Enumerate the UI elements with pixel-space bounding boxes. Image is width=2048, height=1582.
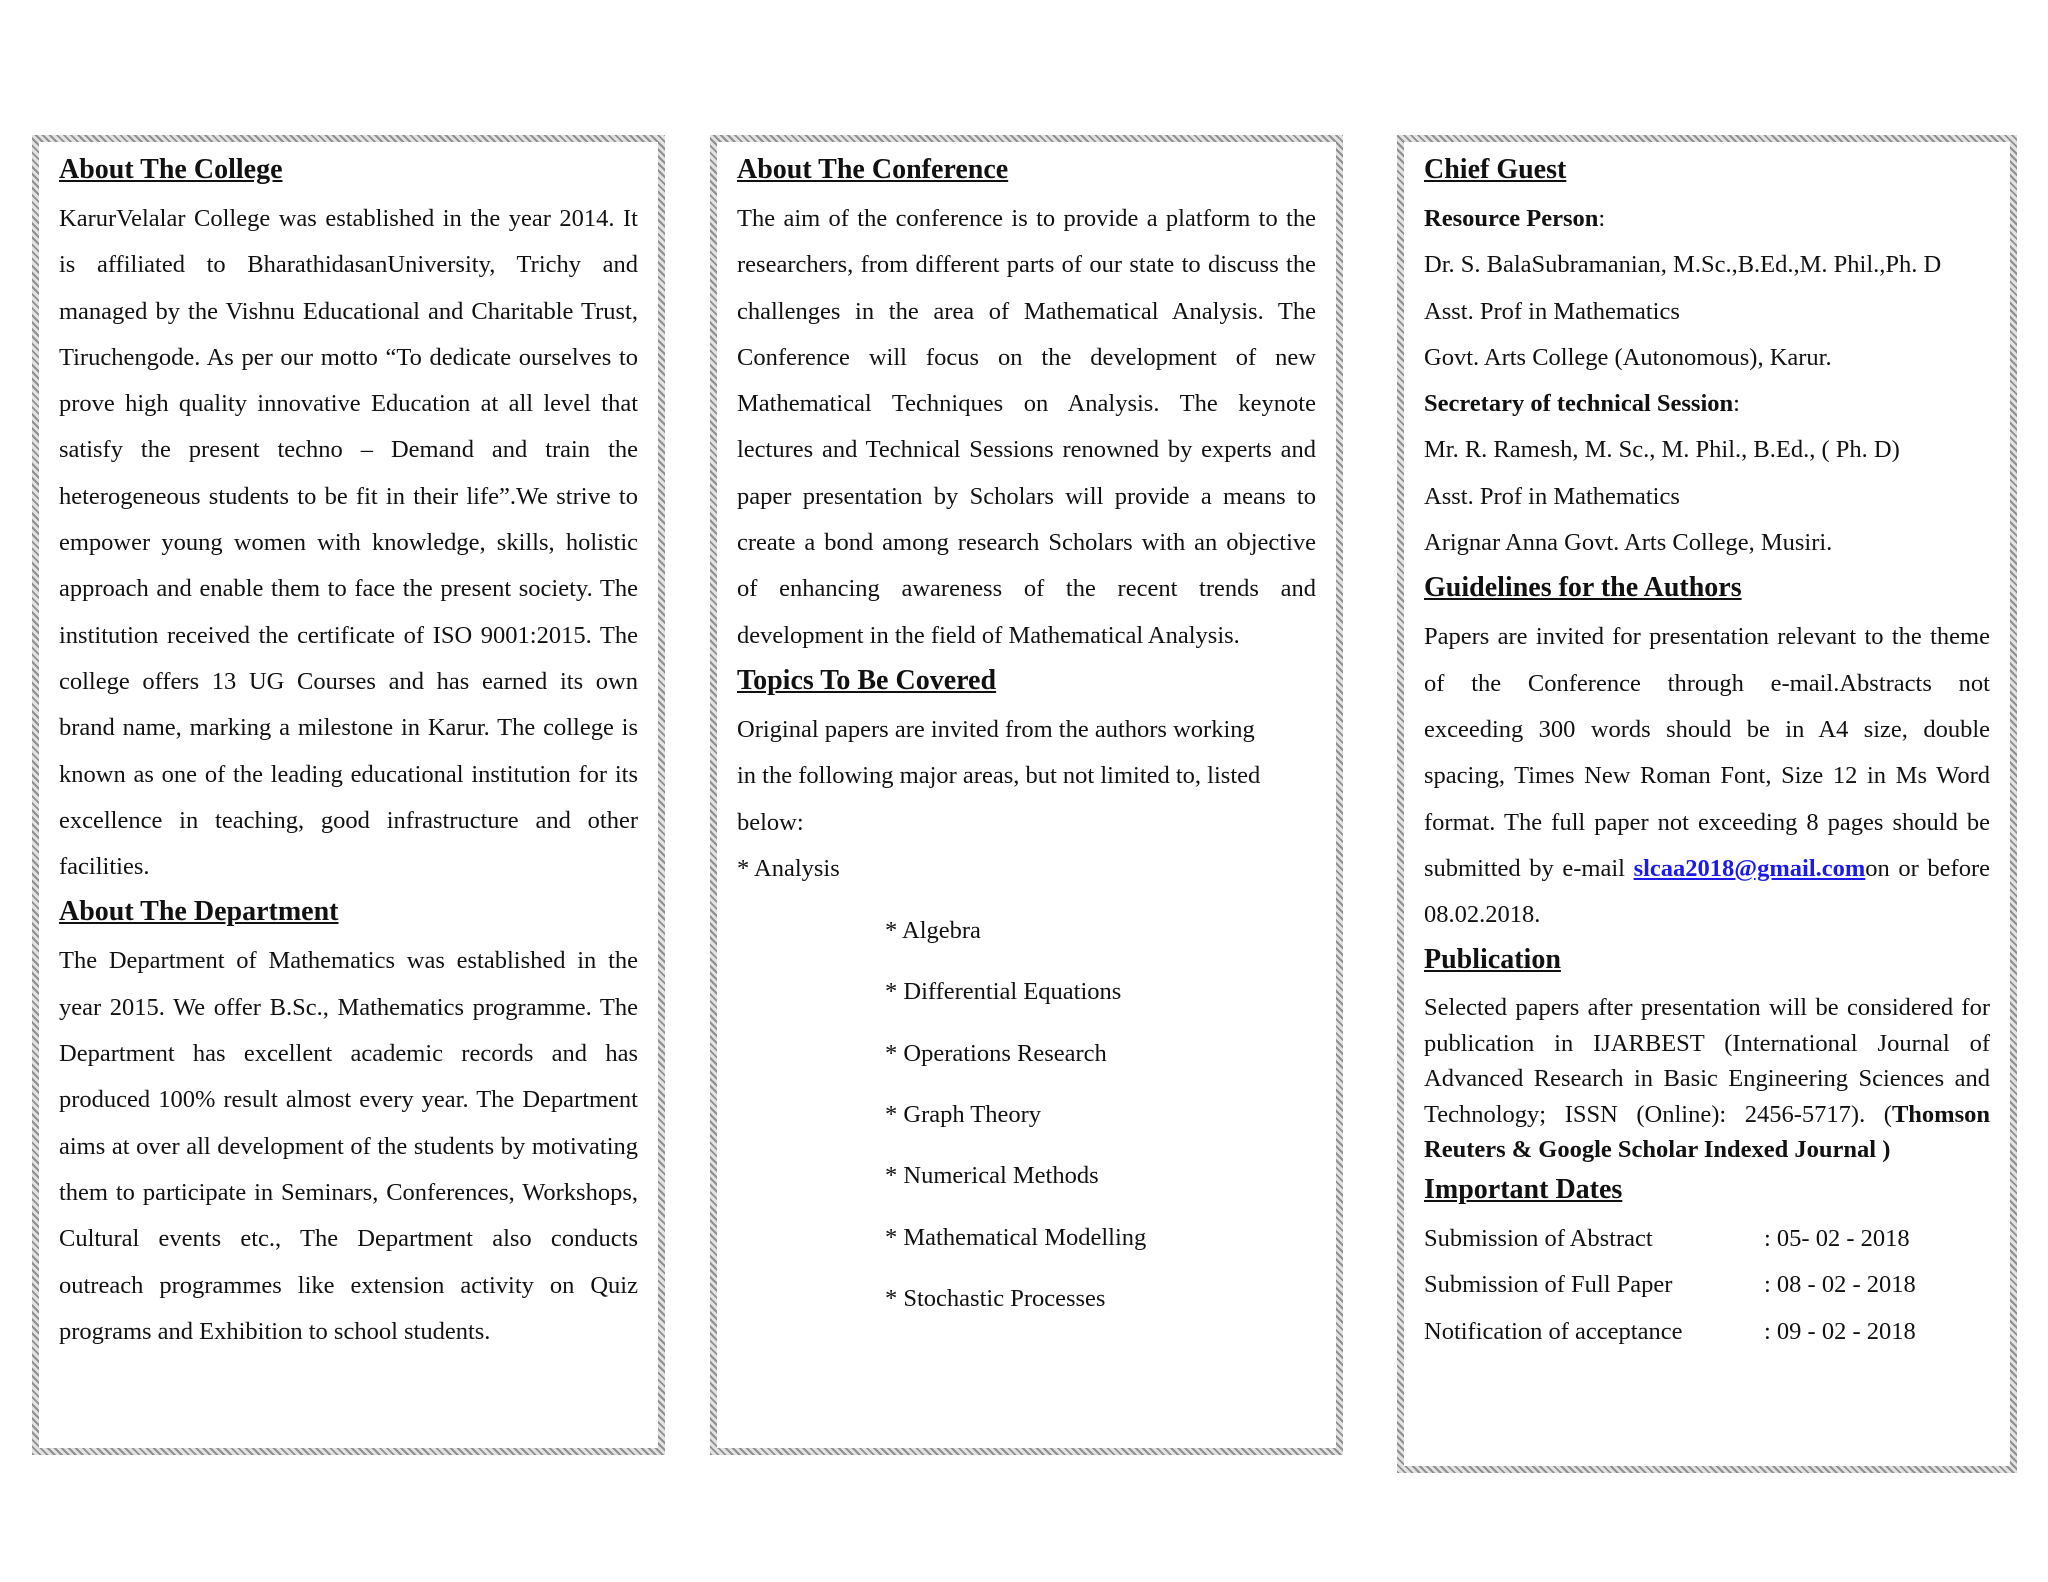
publication-indexed: Thomson Reuters & Google Scholar Indexed Journal ) [1424, 1100, 1990, 1164]
topics-intro-line-1: Original papers are invited from the authors working [737, 715, 1255, 743]
dates-list [1424, 1216, 1990, 1355]
secretary-line [1424, 381, 1990, 427]
date-value: : 09 - 02 - 2018 [1764, 1317, 1916, 1345]
chief-guest-heading: Chief Guest [1424, 154, 1567, 185]
important-dates-heading: Important Dates [1424, 1173, 1623, 1205]
secretary-name: Mr. R. Ramesh, M. Sc., M. Phil., B.Ed., ( Ph. D) [1424, 436, 1900, 464]
date-value: : 05- 02 - 2018 [1764, 1224, 1910, 1252]
topic-item: * Algebra [885, 917, 981, 945]
topics-heading: Topics To Be Covered [737, 664, 997, 696]
publication-paren: ( [1883, 1100, 1892, 1128]
guidelines-body: Papers are invited for presentation relevant to the theme of the Conference through e-mail.Abstracts not exceeding 300 words should be in A4 size, double spacing, Times New Roman Font, Size 12 in Ms Word format. The full paper not exceeding 8 pages should be submitted by e-mail [1424, 623, 1990, 882]
topic-item: * Stochastic Processes [885, 1284, 1106, 1312]
publication-text [1424, 990, 1990, 1168]
left-panel [32, 135, 665, 1455]
date-row [1424, 1262, 1990, 1308]
publication-body: Selected papers after presentation will be considered for publication in IJARBEST (International Journal of Advanced Research in Basic Engineering Sciences and Technology; ISSN (Online): 2456-5717). [1424, 994, 1990, 1128]
about-college-text: KarurVelalar College was established in the year 2014. It is affiliated to BharathidasanUniversity, Trichy and managed by the Vishnu Educational and Charitable Trust, Tiruchengode. As per our motto “To dedicate ourselves to prove high quality innovative Education at all level that satisfy the present techno – Demand and train the heterogeneous students to be fit in their life”.We strive to empower young women with knowledge, skills, holistic approach and enable them to face the present society. The institution received the certificate of ISO 9001:2015. The college offers 13 UG Courses and has earned its own brand name, marking a milestone in Karur. The college is known as one of the leading educational institution for its excellence in teaching, good infrastructure and other facilities. [59, 205, 638, 881]
about-college-heading: About The College [59, 154, 283, 185]
resource-person-role: Asst. Prof in Mathematics [1424, 297, 1680, 325]
date-label: Submission of Full Paper [1424, 1271, 1673, 1299]
date-row [1424, 1216, 1990, 1262]
secretary-college: Arignar Anna Govt. Arts College, Musiri. [1424, 529, 1833, 557]
date-label: Notification of acceptance [1424, 1317, 1683, 1345]
resource-person-name: Dr. S. BalaSubramanian, M.Sc.,B.Ed.,M. Phil.,Ph. D [1424, 251, 1942, 279]
topic-item: * Operations Research [885, 1039, 1107, 1067]
about-department-heading: About The Department [59, 896, 339, 928]
resource-person-label: Resource Person [1424, 205, 1599, 232]
secretary-label: Secretary of technical Session [1424, 390, 1734, 418]
email-link[interactable]: slcaa2018@gmail.com [1633, 854, 1866, 882]
publication-heading: Publication [1424, 944, 1561, 976]
secretary-colon: : [1733, 390, 1740, 418]
about-department-text: The Department of Mathematics was established in the year 2015. We offer B.Sc., Mathematics programme. The Department has excellent academic records and has produced 100% result almost every year. The Department aims at over all development of the students by motivating them to participate in Seminars, Conferences, Workshops, Cultural events etc., The Department also conducts outreach programmes like extension activity on Quiz programs and Exhibition to school students. [59, 947, 638, 1345]
date-value: : 08 - 02 - 2018 [1764, 1271, 1916, 1299]
topic-analysis: * Analysis [737, 854, 840, 882]
date-label: Submission of Abstract [1424, 1224, 1653, 1252]
topics-intro-line-3: below: [737, 808, 804, 836]
secretary-role: Asst. Prof in Mathematics [1424, 482, 1680, 510]
resource-person-colon: : [1598, 205, 1606, 232]
guidelines-heading: Guidelines for the Authors [1424, 572, 1742, 604]
topics-intro-line-2: in the following major areas, but not limited to, listed [737, 762, 1261, 790]
topic-item: * Numerical Methods [885, 1162, 1099, 1190]
date-row [1424, 1309, 1990, 1355]
middle-panel [710, 135, 1343, 1455]
topic-item: * Graph Theory [885, 1101, 1042, 1129]
resource-person-college: Govt. Arts College (Autonomous), Karur. [1424, 343, 1832, 371]
topic-item: * Differential Equations [885, 978, 1122, 1006]
right-panel [1397, 135, 2017, 1473]
resource-person-line [1424, 196, 1990, 242]
topics-list [737, 908, 1316, 1322]
about-conference-text: The aim of the conference is to provide a platform to the researchers, from different parts of our state to discuss the challenges in the area of Mathematical Analysis. The Conference will focus on the development of new Mathematical Techniques on Analysis. The keynote lectures and Technical Sessions renowned by experts and paper presentation by Scholars will provide a means to create a bond among research Scholars with an objective of enhancing awareness of the recent trends and development in the field of Mathematical Analysis. [737, 205, 1316, 649]
email-suffix: on or before 08.02.2018. [1424, 854, 1990, 929]
guidelines-text [1424, 614, 1990, 938]
topic-item: * Mathematical Modelling [885, 1223, 1147, 1251]
about-conference-heading: About The Conference [737, 154, 1009, 185]
